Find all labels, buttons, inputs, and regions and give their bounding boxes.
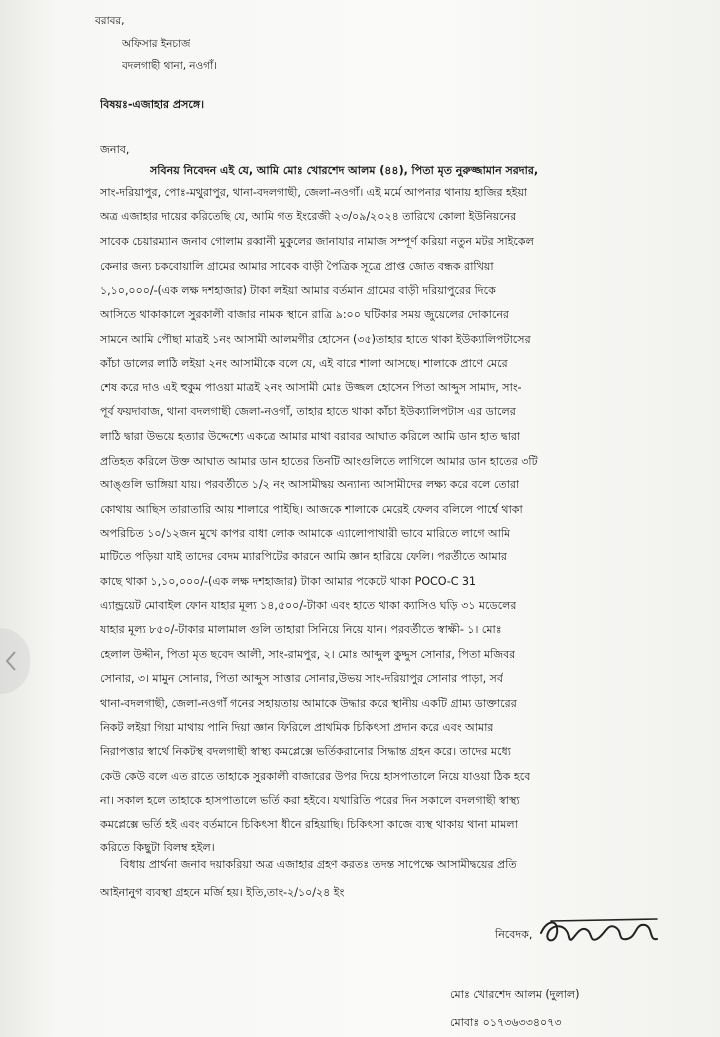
body-line: নিকট লইয়া গিয়া মাথায় পানি দিয়া জ্ঞান ফিরিলে প্রাথমিক চিকিৎসা প্রদান করে এবং আমার [100, 721, 494, 734]
body-line: লাঠি দ্বারা উভয়ে হত্যার উদ্দেশ্যে একত্রে আমার মাথা বরাবর আঘাত করিলে আমি ডান হাত দ্বারা [100, 430, 521, 443]
body-line: সামনে আমি পৌছা মাত্রই ১নং আসামী আলমগীর হোসেন (৩৫)তাহার হাতে থাকা ইউক্যালিপটাসের [100, 333, 531, 346]
body-line: কেউ কেউ বলে এত রাতে তাহাকে সুরকালী বাজারের উপর দিয়ে হাসপাতালে নিয়ে যাওয়া ঠিক হবে [100, 770, 531, 783]
body-line: কেনার জন্য চকবোয়ালি গ্রামের আমার সাবেক বাড়ী পৈত্রিক সূত্রে প্রাপ্ত জোত বন্ধক রাখিয়া [100, 260, 494, 273]
body-line: কমপ্লেক্সে ভর্তি হই এবং বর্তমানে চিকিৎসা ধীনে রহিয়াছি। চিকিৎসা কাজে ব্যস্থ থাকায় থানা মামলা [100, 818, 518, 831]
body-line: সোনার, ৩। মামুন সোনার, পিতা আব্দুস সাত্তার সোনার,উভয় সাং-দরিয়াপুর সোনার পাড়া, সর্ব [100, 672, 503, 685]
closing-line-1: বিধায় প্রার্থনা জনাব দয়াকরিয়া অত্র এজাহার গ্রহণ করতঃ তদন্ত সাপেক্ষে আসামীদ্বয়ের প্রতি [120, 858, 517, 871]
body-line: আঙ্গুলি ভাঙ্গিয়া যায়। পরবর্তীতে ১/২ নং আসামীদ্বয় অন্যান্য আসামীদের লক্ষ্য করে বলে তোরা [100, 478, 520, 491]
body-line: না। সকাল হলে তাহাকে হাসপাতালে ভর্তি করা হইবে। যথারিতি পরের দিন সকালে বদলগাছী স্বাস্থ্য [100, 794, 520, 807]
body-line: থানা-বদলগাছী, জেলা-নওগাঁ গনের সহায়তায় আমাকে উদ্ধার করে স্থানীয় একটি গ্রাম্য ডাক্তারের [100, 697, 517, 710]
signer-name: মোঃ খোরশেদ আলম (দুলাল) [450, 988, 580, 1001]
address-station: বদলগাছী থানা, নওগাঁ। [122, 60, 217, 72]
address-officer: অফিসার ইনচার্জ [122, 38, 191, 50]
signer-mobile: মোবাঃ ০১৭৩৬৩৩৪০৭৩ [450, 1016, 562, 1029]
body-line: নিরাপত্তার স্বার্থে নিকটস্থ বদলগাছী স্বাস্থ্য কমপ্লেক্সে ভর্তিকরানোর সিদ্ধান্ত গ্রহন করে। তাদের মধ্যে [100, 745, 511, 758]
body-line: অত্র এজাহার দায়ের করিতেছি যে, আমি গত ইংরেজী ২৩/০৯/২০২৪ তারিখে কোলা ইউনিয়নের [100, 210, 517, 223]
chevron-left-icon [4, 650, 18, 672]
body-line: শেষ করে দাও এই হুকুম পাওয়া মাত্রই ২নং আসামী মোঃ উজ্জল হোসেন পিতা আব্দুস সামাদ, সাং- [100, 381, 522, 394]
body-line: কাঁচা ডালের লাঠি লইয়া ২নং আসামীকে বলে যে, এই বারে শালা আসছে। শালাকে প্রাণে মেরে [100, 357, 508, 370]
body-line: ১,১০,০০০/-(এক লক্ষ দশহাজার) টাকা লইয়া আমার বর্তমান গ্রামের বাড়ী দরিয়াপুরের দিকে [100, 284, 496, 297]
salutation: জনাব, [100, 143, 130, 156]
body-line: যাহার মূল্য ৮৫০/-টাকার মালামাল গুলি তাহারা সিনিয়ে নিয়ে যান। পরবর্তীতে স্বাক্ষী- ১। মোঃ [100, 623, 502, 636]
body-line: হেলাল উদ্দীন, পিতা মৃত ছবেদ আলী, সাং-রামপুর, ২। মোঃ আব্দুল কুদ্দুস সোনার, পিতা মজিবর [100, 648, 516, 661]
prev-page-arrow[interactable] [0, 628, 30, 694]
body-line: সাং-দরিয়াপুর, পোঃ-মথুরাপুর, থানা-বদলগাছী, জেলা-নওগাঁ। এই মর্মে আপনার থানায় হাজির হইয়া [100, 186, 528, 199]
body-line: এ্যান্ড্রয়েট মোবাইল ফোন যাহার মূল্য ১৪,৫০০/-টাকা এবং হাতে থাকা ক্যাসিও ঘড়ি ৩১ মডেলের [100, 599, 517, 612]
body-line: কোথায় আছিস তারাতারি আয় শালারে পাইছি। আজকে শালাকে মেরেই ফেলব বলিলে পার্শ্বে থাকা [100, 503, 523, 516]
signature-label: নিবেদক, [495, 928, 533, 941]
body-line: সবিনয় নিবেদন এই যে, আমি মোঃ খোরশেদ আলম (৪৪), পিতা মৃত নুরুজ্জামান সরদার, [150, 164, 539, 177]
body-line: সাবেক চেয়ারম্যান জনাব গোলাম রব্বানী মুকুলের জানাযার নামাজ সম্পূর্ণ করিয়া নতুন মটর সাইকেল [100, 235, 534, 248]
subject-line: বিষয়ঃ-এজাহার প্রসঙ্গে। [100, 98, 205, 111]
body-line: কাছে থাকা ১,১০,০০০/-(এক লক্ষ দশহাজার) টাকা আমার পকেটে থাকা POCO-C 31 [100, 575, 476, 588]
body-line: মাটিতে পড়িয়া যাই তাদের বেদম ম্যারপিটের কারনে আমি জ্ঞান হারিয়ে ফেলি। পরর্তীতে আমার [100, 550, 507, 563]
handwritten-signature [537, 911, 667, 955]
body-line: আসিতে থাকাকালে সুরকালী বাজার নামক স্থানে রাত্রি ৯:০০ ঘটিকার সময় জুয়েলের দোকানের [100, 308, 509, 321]
body-line: করিতে কিছুটা বিলম্ব হইল। [100, 841, 215, 854]
body-line: প্রতিহত করিলে উক্ত আঘাত আমার ডান হাতের তিনটি আংগুলিতে লাগিলে আমার ডান হাতের ৩টি [100, 455, 538, 468]
closing-line-2: আইনানুগ ব্যবস্থা গ্রহনে মর্জি হয়। ইতি,তাং-২/১০/২৪ ইং [100, 886, 345, 899]
address-to: বরাবর, [95, 15, 125, 27]
body-line: পূর্ব ফয়দাবাজ, থানা বদলগাছী জেলা-নওগাঁ, তাহার হাতে থাকা কাঁচা ইউক্যালিপটাস এর ডালের [100, 405, 516, 418]
body-line: অপরিচিত ১০/১২জন মুখে কাপর বাধা লোক আমাকে এ্যালোপাথারী ভাবে মারিতে লাগে আমি [100, 527, 511, 540]
